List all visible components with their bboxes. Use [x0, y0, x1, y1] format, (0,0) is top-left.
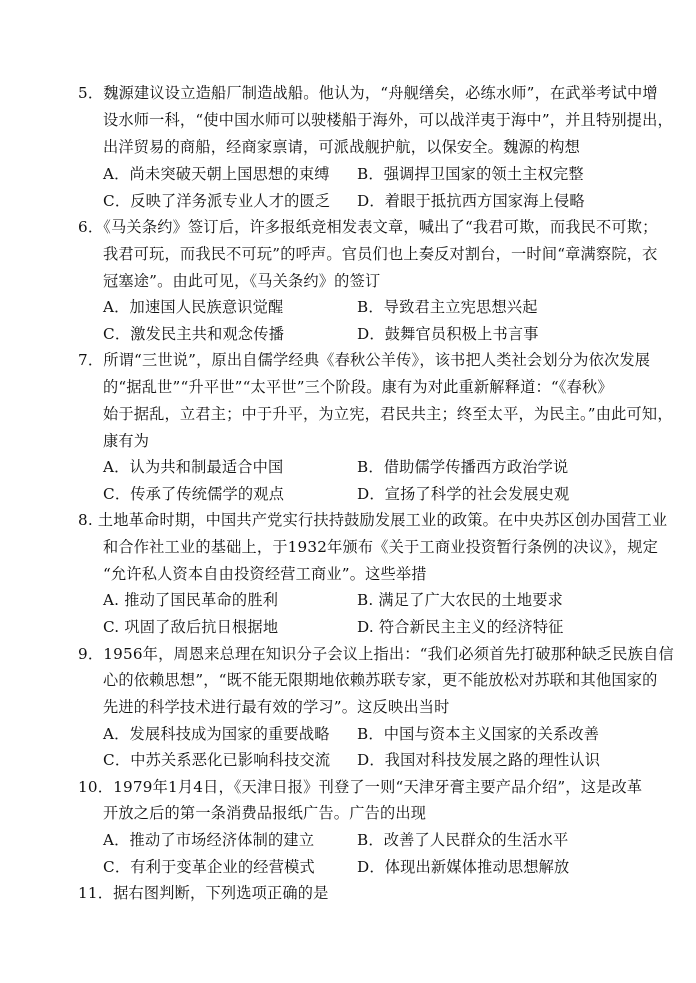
q7-stem-line-4: 康有为 [103, 432, 150, 450]
q8-stem-line-1: 8. 土地革命时期，中国共产党实行扶持鼓励发展工业的政策。在中央苏区创办国营工业 [78, 511, 668, 529]
q7-option-b: B．借助儒学传播西方政治学说 [357, 458, 569, 476]
q7-stem-line-1: 7．所谓“三世说”，原出自儒学经典《春秋公羊传》，该书把人类社会划分为依次发展 [78, 351, 651, 369]
q7-option-a: A．认为共和制最适合中国 [103, 458, 284, 476]
q10-option-b: B．改善了人民群众的生活水平 [357, 831, 569, 849]
q6-option-b: B．导致君主立宪思想兴起 [357, 298, 538, 316]
q6-stem-line-1: 6．《马关条约》签订后，许多报纸竞相发表文章，喊出了“我君可欺，而我民不可欺； [78, 218, 658, 236]
q6-option-a: A．加速国人民族意识觉醒 [103, 298, 284, 316]
q10-option-a: A．推动了市场经济体制的建立 [103, 831, 315, 849]
q6-stem-line-3: 冠塞途”。由此可见，《马关条约》的签订 [103, 272, 381, 290]
q5-stem-line-1: 5．魏源建议设立造船厂制造战船。他认为，“舟舰缮矣，必练水师”，在武举考试中增 [78, 84, 658, 102]
q8-option-b: B. 满足了广大农民的土地要求 [357, 591, 564, 609]
q5-stem-line-3: 出洋贸易的商船，经商家禀请，可派战舰护航，以保安全。魏源的构想 [103, 138, 581, 156]
q9-stem-line-2: 心的依赖思想”，“既不能无限期地依赖苏联专家，更不能放松对苏联和其他国家的 [103, 671, 658, 689]
q9-stem-line-1: 9．1956年，周恩来总理在知识分子会议上指出：“我们必须首先打破那种缺乏民族自信 [78, 645, 674, 663]
q6-stem-line-2: 我君可玩，而我民不可玩”的呼声。官员们也上奏反对割台，一时间“章满察院，衣 [103, 245, 658, 263]
q9-option-a: A．发展科技成为国家的重要战略 [103, 725, 330, 743]
q11-stem-line-1: 11．据右图判断，下列选项正确的是 [78, 884, 329, 902]
q5-option-b: B．强调捍卫国家的领土主权完整 [357, 165, 584, 183]
q10-stem-line-1: 10．1979年1月4日，《天津日报》刊登了一则“天津牙膏主要产品介绍”，这是改革 [78, 778, 643, 796]
q7-option-d: D．宣扬了科学的社会发展史观 [357, 485, 570, 503]
q8-stem-line-3: “允许私人资本自由投资经营工商业”。这些举措 [103, 565, 427, 583]
q9-option-b: B．中国与资本主义国家的关系改善 [357, 725, 600, 743]
q5-option-c: C．反映了洋务派专业人才的匮乏 [103, 192, 331, 210]
q5-stem-line-2: 设水师一科，“使中国水师可以驶楼船于海外，可以战洋夷于海中”，并且特别提出， [103, 111, 673, 129]
q5-option-d: D．着眼于抵抗西方国家海上侵略 [357, 192, 585, 210]
q7-option-c: C．传承了传统儒学的观点 [103, 485, 285, 503]
q6-option-c: C．激发民主共和观念传播 [103, 325, 285, 343]
q10-option-d: D．体现出新媒体推动思想解放 [357, 858, 570, 876]
q10-option-c: C．有利于变革企业的经营模式 [103, 858, 315, 876]
q8-option-a: A. 推动了国民革命的胜利 [103, 591, 279, 609]
q10-stem-line-2: 开放之后的第一条消费品报纸广告。广告的出现 [103, 804, 427, 822]
q9-stem-line-3: 先进的科学技术进行最有效的学习”。这反映出当时 [103, 698, 450, 716]
q8-option-d: D. 符合新民主主义的经济特征 [357, 618, 564, 636]
q8-stem-line-2: 和合作社工业的基础上，于1932年颁布《关于工商业投资暂行条例的决议》，规定 [103, 538, 659, 556]
q8-option-c: C. 巩固了敌后抗日根据地 [103, 618, 279, 636]
q9-option-d: D．我国对科技发展之路的理性认识 [357, 751, 601, 769]
q6-option-d: D．鼓舞官员积极上书言事 [357, 325, 539, 343]
q7-stem-line-2: 的“据乱世”“升平世”“太平世”三个阶段。康有为对此重新解释道：“《春秋》 [103, 378, 613, 396]
q5-option-a: A．尚未突破天朝上国思想的束缚 [103, 165, 330, 183]
q9-option-c: C．中苏关系恶化已影响科技交流 [103, 751, 331, 769]
q7-stem-line-3: 始于据乱，立君主；中于升平，为立宪，君民共主；终至太平，为民主。”由此可知， [103, 405, 673, 423]
